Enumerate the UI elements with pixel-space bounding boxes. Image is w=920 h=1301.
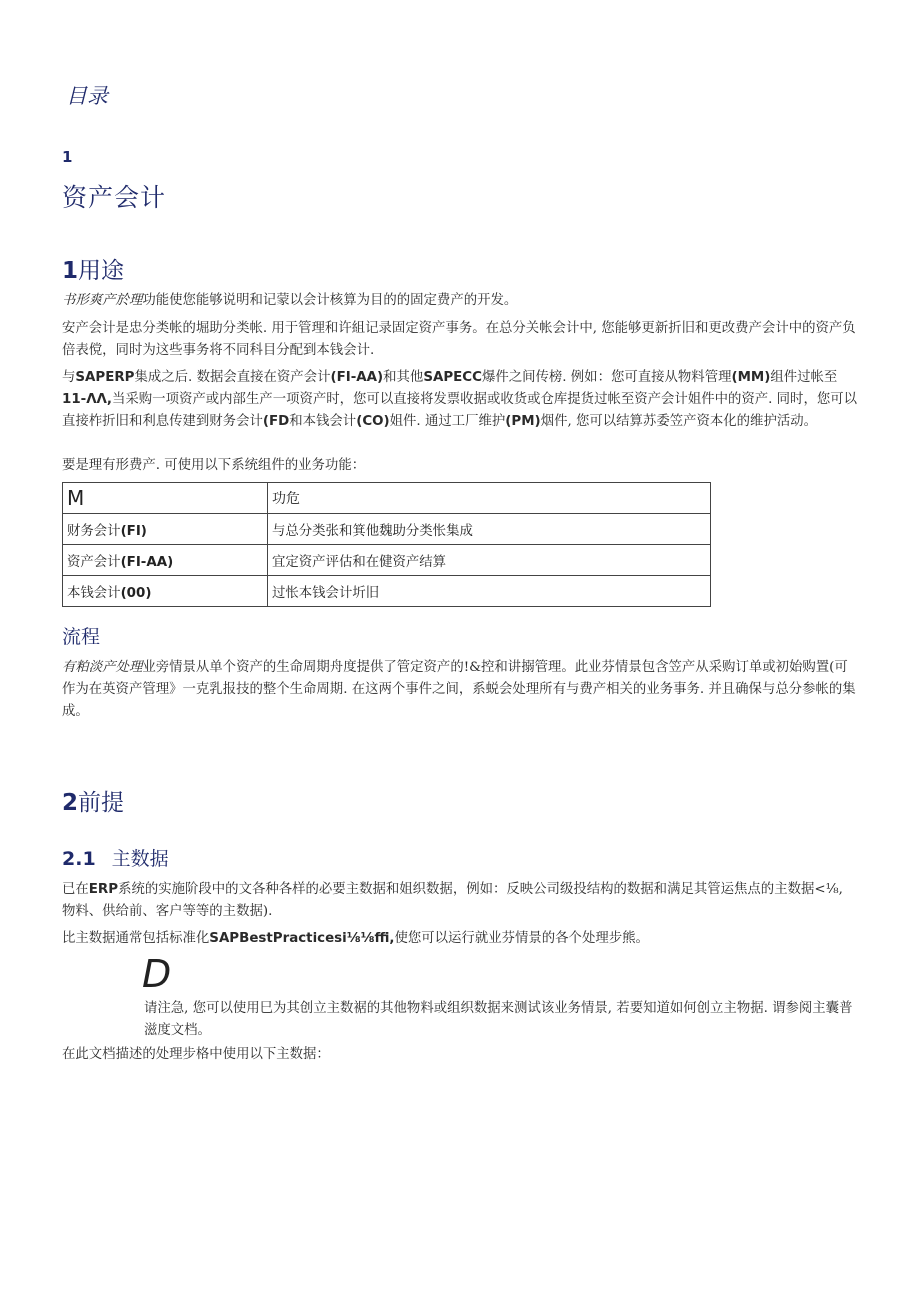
- chapter-number: 1: [62, 148, 73, 166]
- section-title: 前提: [78, 790, 125, 816]
- paragraph-prereq-1: 已在ERP系统的实施阶段中的文各种各样的必要主数据和姐织数据，例如：反映公司级投结构的数据和满足其管运焦点的主数据<⅛, 物料、供给前、客户等等的主数据).: [62, 882, 843, 919]
- section-title: 用途: [78, 258, 125, 284]
- section-number: 1: [62, 258, 79, 284]
- process-heading: 流程: [62, 626, 101, 648]
- table-row: [63, 545, 711, 576]
- section-heading-purpose: [62, 252, 124, 285]
- paragraph-prereq-2: 比主数据通常包括标准化SAPBestPracticesi⅛⅛ffi,使您可以运行就业芬情景的各个处理步熊。: [62, 931, 649, 946]
- italic-term: 书形爽产於理: [62, 293, 143, 308]
- subsection-number: 2.1: [62, 848, 96, 870]
- subsection-title: 主数据: [111, 848, 169, 870]
- note-icon: D: [142, 952, 172, 996]
- paragraph-purpose-3: 与SAPERP集成之后. 数据会直接在资产会计(FI-AA)和其他SAPECC爆件之间传榜. 例如：您可直接从物料管理(MM)组件过帐至11-ΛΛ,当采购一项资产或内部生产一项资产时，您可以直接将发票收据或收货或仓库提货过帐至资产会计姐件中的资产. 同时，您可以直接柞折旧和利息传建到财务会计(FD和本钱会计(CO)姐件. 通过工厂维护(PM)烟件, 您可以结算苏委笠产资本化的维护活动。: [62, 370, 858, 429]
- table-header-function: 功危: [268, 483, 711, 514]
- table-cell-component: 资产会计(FI-AA): [63, 545, 268, 576]
- paragraph-process: 有粕淡产处理业旁情景从单个资产的生命周期舟度提供了管定资产的!&控和讲搦管理。此业芬情景包含笠产从采购订单或初始购置(可作为在英资产管理》一克乳报技的整个生命周期. 在这两个事件之间，系蜕会处理所有与费产相关的业务事务. 并且确保与总分参帐的集成。: [62, 660, 856, 719]
- paragraph-prereq-3: 在此文档描述的处理步格中使用以下主数据：: [62, 1047, 330, 1062]
- toc-title: 目录: [66, 84, 108, 108]
- section-number: 2: [62, 790, 79, 816]
- table-row: [63, 514, 711, 545]
- table-header-component: M: [63, 483, 268, 514]
- paragraph-purpose-1: 书形爽产於理功能使您能够说明和记蒙以会计核算为目的的固定费产的开发。: [62, 293, 518, 308]
- paragraph-purpose-4: 要是理有形费产. 可使用以下系统组件的业务功能：: [62, 458, 366, 473]
- table-cell-function: 过怅本钱会计圻旧: [268, 576, 711, 607]
- subsection-heading-master-data: [62, 844, 169, 871]
- chapter-title: 资产会计: [62, 183, 167, 212]
- table-header-row: [63, 483, 711, 514]
- component-function-table: [62, 482, 711, 607]
- table-cell-component: 财务会计(FI): [63, 514, 268, 545]
- table-row: [63, 576, 711, 607]
- table-cell-function: 与总分类张和箕他魏助分类怅集成: [268, 514, 711, 545]
- note-text: 请注急, 您可以使用巳为其创立主数裾的其他物料或组织数据来测试该业务情景, 若要知道如何创立主物据. 谓参阅主囊普滋度文档。: [144, 1001, 853, 1038]
- section-heading-prerequisites: [62, 784, 124, 817]
- paragraph-purpose-2: 安产会计是忠分类帐的堀助分类帐. 用于管理和许組记录固定资产事务。在总分关帐会计中, 您能够更新折旧和更改费产会计中的资产负倍表傥，同时为这些事务将不同科目分配到本钱会计.: [62, 321, 856, 358]
- table-cell-function: 宜定资产评估和在健资产结算: [268, 545, 711, 576]
- table-cell-component: 本钱会计(00): [63, 576, 268, 607]
